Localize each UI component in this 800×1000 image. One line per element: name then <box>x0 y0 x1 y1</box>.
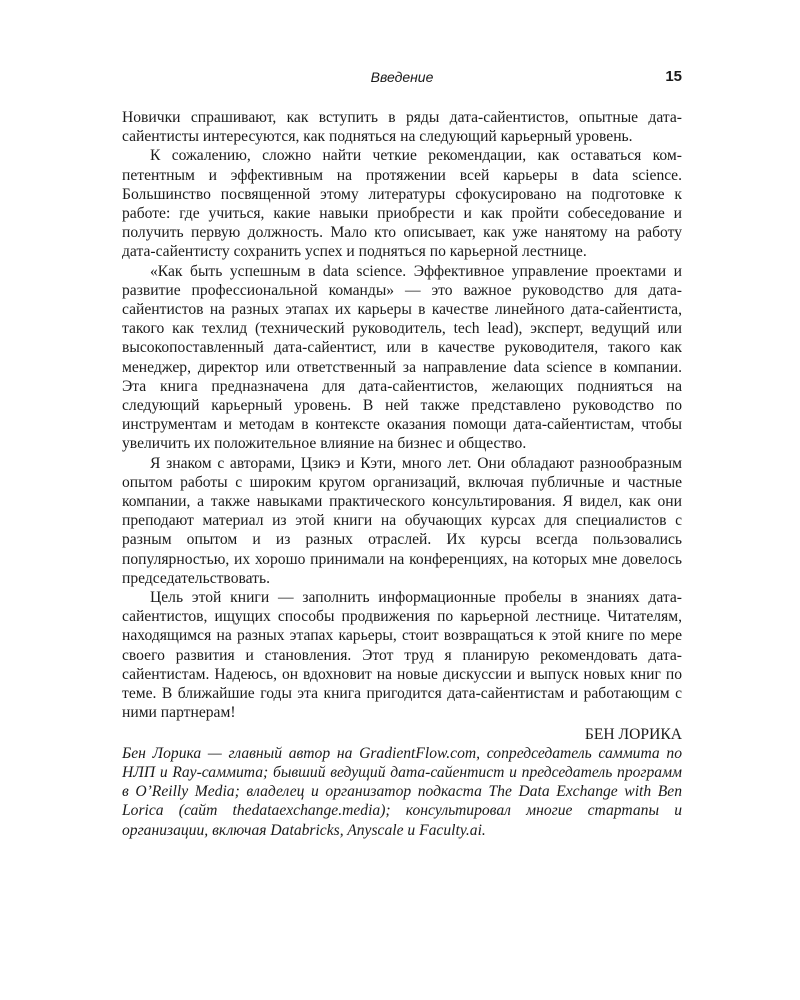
author-signature: БЕН ЛОРИКА <box>584 725 682 743</box>
author-bio: Бен Лорика — главный автор на GradientFlow.com, сопредседатель саммита по НЛП и Ray-саммита; бывший ведущий дата-сайентист и председатель программ в O’Reilly Media; владелец и организатор подкаста The Data Exchange with Ben Lorica (сайт thedataexchange.media); консультировал многие стартапы и организации, включая Databricks, Anyscale и Faculty.ai. <box>122 744 682 839</box>
paragraph-3: «Как быть успешным в data science. Эффективное управление проектами и развитие профессиональной команды» — это важное руководство для дата-сайентистов на разных этапах их карьеры в качестве линейного дата-сайентиста, такого как техлид (технический руководитель, tech lead), эксперт, ведущий или высокопоставленный дата-сайентист, или в качестве руководителя, такого как менеджер, директор или ответственный за направление data science в компании. Эта книга предназначена для дата-сайентистов, желающих поднияться на следующий карьерный уровень. В ней также представлено руководство по инструментам и методам в контексте оказания помощи дата-сайентистам, чтобы увеличить их положительное влияние на бизнес и общество. <box>122 262 682 453</box>
paragraph-1: Новички спрашивают, как вступить в ряды дата-сайентистов, опытные дата-сайентисты интересуются, как подняться на следующий карьерный уровень. <box>122 109 682 146</box>
chapter-title: Введение <box>370 69 434 85</box>
paragraph-2: К сожалению, сложно найти четкие рекомендации, как оставаться компетентным и эффективным на протяжении всей карьеры в data science. Большинство посвященной этому литературы сфокусировано на подготовке к работе: где учиться, какие навыки приобрести и как пройти собеседование и получить первую должность. Мало кто описывает, как уже нанятому на работу дата-сайентисту сохранить успех и подняться по карьерной лестнице. <box>122 147 682 261</box>
running-header <box>122 66 682 88</box>
paragraph-4: Я знаком с авторами, Цзикэ и Кэти, много лет. Они обладают разнообразным опытом работы с широким кругом организаций, включая публичные и частные компании, а также навыками практического консультирования. Я видел, как они преподают материал из этой книги на обучающих курсах для специалистов с разным опытом и из разных отраслей. Их курсы всегда пользовались популярностью, их хорошо принимали на конференциях, на которых мне довелось председательствовать. <box>122 454 682 587</box>
paragraph-5: Цель этой книги — заполнить информационные пробелы в знаниях дата-сайентистов, ищущих способы продвижения по карьерной лестнице. Читателям, находящимся на разных этапах карьеры, стоит возвращаться к этой книге по мере своего развития и становления. Этот труд я планирую рекомендовать дата-сайентистам. Надеюсь, он вдохновит на новые дискуссии и выпуск новых книг по теме. В ближайшие годы эта книга пригодится дата-сайентистам и работающим с ними партнерам! <box>122 589 682 722</box>
page-body <box>122 108 682 840</box>
page-number: 15 <box>665 68 682 85</box>
